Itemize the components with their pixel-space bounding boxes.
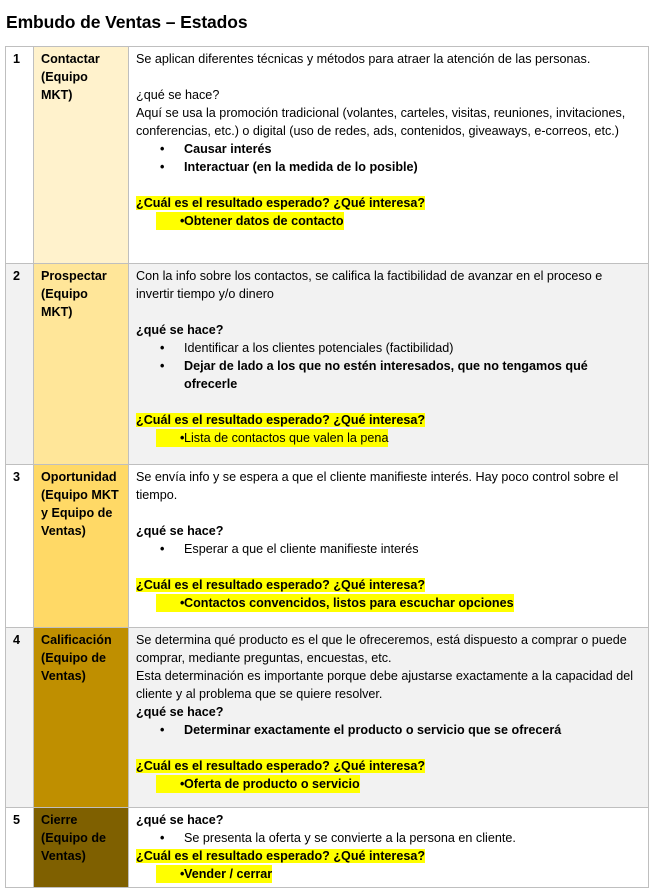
description-cell xyxy=(129,47,649,264)
intro-text: Se determina qué producto es el que le ofreceremos, está dispuesto a comprar o puede comprar, mediante preguntas, encuestas, etc. xyxy=(136,633,627,665)
result-list xyxy=(136,775,642,793)
intro-text: Se aplican diferentes técnicas y métodos para atraer la atención de las personas. xyxy=(136,52,591,66)
what-label: ¿qué se hace? xyxy=(136,323,224,337)
result-item-text: Vender / cerrar xyxy=(184,867,273,881)
what-list xyxy=(136,140,642,176)
table-row-oportunidad xyxy=(6,465,649,628)
what-list xyxy=(136,540,642,558)
stage-cell-oportunidad: Oportunidad (Equipo MKT y Equipo de Ventas) xyxy=(34,465,129,628)
what-list xyxy=(136,829,642,847)
result-label: ¿Cuál es el resultado esperado? ¿Qué interesa? xyxy=(136,578,426,592)
result-item-text: Lista de contactos que valen la pena xyxy=(184,431,389,445)
list-item: • Interactuar (en la medida de lo posible) xyxy=(136,158,642,176)
result-item-text: Obtener datos de contacto xyxy=(184,214,344,228)
description-cell xyxy=(129,628,649,808)
result-list xyxy=(136,212,642,230)
row-number: 1 xyxy=(6,47,34,264)
what-list xyxy=(136,721,642,739)
description-cell xyxy=(129,808,649,888)
list-item-highlighted xyxy=(156,212,344,230)
stage-cell-cierre: Cierre (Equipo de Ventas) xyxy=(34,808,129,888)
result-list xyxy=(136,429,642,447)
document-title: Embudo de Ventas – Estados xyxy=(6,12,248,32)
result-label: ¿Cuál es el resultado esperado? ¿Qué interesa? xyxy=(136,413,426,427)
list-item: • Identificar a los clientes potenciales (factibilidad) xyxy=(136,339,642,357)
stage-cell-calificacion: Calificación (Equipo de Ventas) xyxy=(34,628,129,808)
intro-text: Se envía info y se espera a que el cliente manifieste interés. Hay poco control sobre el tiempo. xyxy=(136,470,619,502)
table-row-calificacion xyxy=(6,628,649,808)
list-item: • Causar interés xyxy=(136,140,642,158)
result-list xyxy=(136,865,642,883)
list-item: • Esperar a que el cliente manifieste interés xyxy=(136,540,642,558)
description-cell xyxy=(129,465,649,628)
list-item-highlighted xyxy=(156,865,272,883)
stage-cell-contactar: Contactar (Equipo MKT) xyxy=(34,47,129,264)
list-item-highlighted xyxy=(156,594,514,612)
what-text: Aquí se usa la promoción tradicional (volantes, carteles, visitas, reuniones, invitaciones, conferencias, etc.) o digital (uso de redes, ads, contenidos, giveaways, e-correos, etc.) xyxy=(136,106,626,138)
what-label: ¿qué se hace? xyxy=(136,88,220,102)
result-list xyxy=(136,594,642,612)
what-label: ¿qué se hace? xyxy=(136,524,224,538)
row-number: 2 xyxy=(6,264,34,465)
row-number: 5 xyxy=(6,808,34,888)
list-item-highlighted xyxy=(156,775,360,793)
list-item: • Determinar exactamente el producto o servicio que se ofrecerá xyxy=(136,721,642,739)
list-item-highlighted xyxy=(156,429,388,447)
row-number: 3 xyxy=(6,465,34,628)
result-label: ¿Cuál es el resultado esperado? ¿Qué interesa? xyxy=(136,849,426,863)
result-label: ¿Cuál es el resultado esperado? ¿Qué interesa? xyxy=(136,759,426,773)
stage-cell-prospectar: Prospectar (Equipo MKT) xyxy=(34,264,129,465)
what-list xyxy=(136,339,642,393)
sales-funnel-table xyxy=(5,46,649,888)
intro-text: Con la info sobre los contactos, se califica la factibilidad de avanzar en el proceso e invertir tiempo y/o dinero xyxy=(136,269,603,301)
result-item-text: Oferta de producto o servicio xyxy=(184,777,360,791)
list-item: • Dejar de lado a los que no estén interesados, que no tengamos qué ofrecerle xyxy=(136,357,642,393)
what-label: ¿qué se hace? xyxy=(136,813,224,827)
result-label: ¿Cuál es el resultado esperado? ¿Qué interesa? xyxy=(136,196,426,210)
what-label: ¿qué se hace? xyxy=(136,705,224,719)
description-cell xyxy=(129,264,649,465)
table-row-prospectar xyxy=(6,264,649,465)
row-number: 4 xyxy=(6,628,34,808)
table-row-contactar xyxy=(6,47,649,264)
intro-text-2: Esta determinación es importante porque debe ajustarse exactamente a la capacidad del cliente y al problema que se quiere resolver. xyxy=(136,669,634,701)
result-item-text: Contactos convencidos, listos para escuchar opciones xyxy=(184,596,514,610)
table-row-cierre xyxy=(6,808,649,888)
list-item: • Se presenta la oferta y se convierte a la persona en cliente. xyxy=(136,829,642,847)
